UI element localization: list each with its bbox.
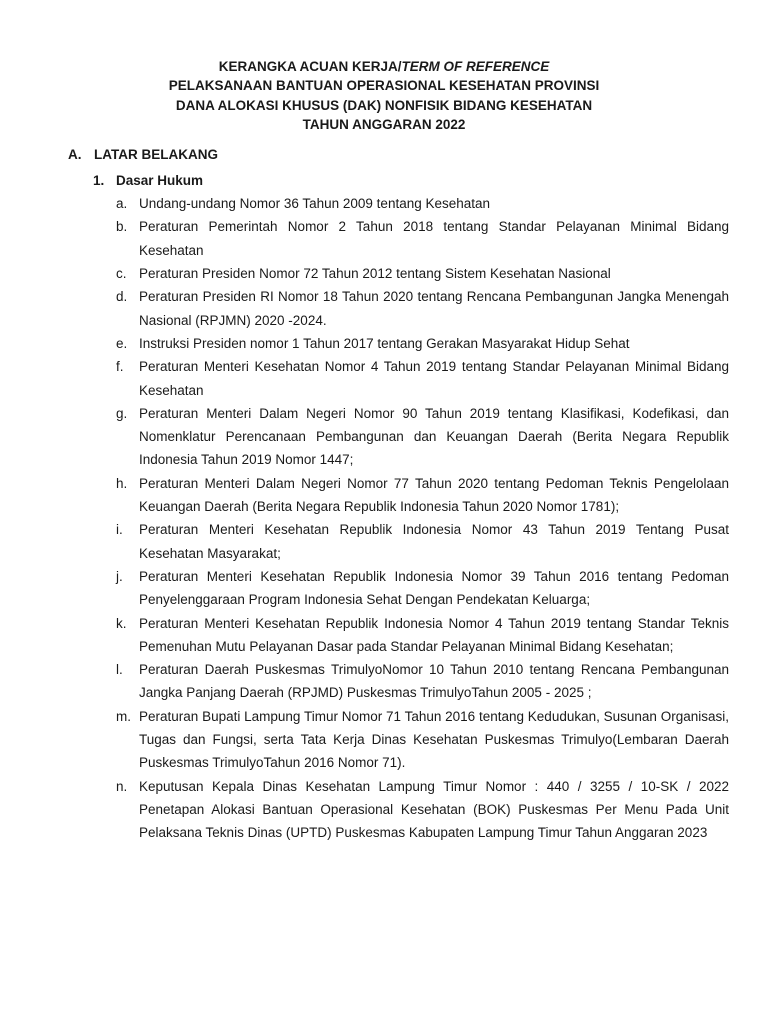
list-item: [116, 332, 729, 355]
title-line-2: PELAKSANAAN BANTUAN OPERASIONAL KESEHATAN PROVINSI: [168, 78, 600, 94]
document-title: [0, 57, 768, 134]
list-item-letter: h.: [116, 475, 128, 491]
list-item-letter: k.: [116, 615, 127, 631]
list-item-text: Peraturan Presiden RI Nomor 18 Tahun 2020 tentang Rencana Pembangunan Jangka Menengah Nasional (RPJMN) 2020 -2024.: [139, 289, 729, 328]
list-item-text: Peraturan Menteri Dalam Negeri Nomor 90 Tahun 2019 tentang Klasifikasi, Kodefikasi, dan Nomenklatur Perencanaan Pembangunan dan Keuangan Daerah (Berita Negara Republik Indonesia Tahun 2019 Nomor 1447;: [139, 405, 729, 468]
list-item-text: Peraturan Daerah Puskesmas TrimulyoNomor 10 Tahun 2010 tentang Rencana Pembangunan Jangka Panjang Daerah (RPJMD) Puskesmas TrimulyoTahun 2005 - 2025 ;: [139, 662, 729, 701]
title-line-1: [0, 57, 768, 76]
list-item-text: Peraturan Menteri Kesehatan Nomor 4 Tahun 2019 tentang Standar Pelayanan Minimal Bidang Kesehatan: [139, 359, 729, 398]
list-item-letter: d.: [116, 289, 128, 305]
list-item: [116, 402, 729, 472]
section-letter: A.: [68, 147, 82, 162]
list-item: [116, 472, 729, 518]
list-item: [116, 658, 729, 704]
list-item-text: Peraturan Menteri Dalam Negeri Nomor 77 Tahun 2020 tentang Pedoman Teknis Pengelolaan Keuangan Daerah (Berita Negara Republik Indonesia Tahun 2020 Nomor 1781);: [139, 475, 729, 514]
list-item: [116, 355, 729, 401]
list-item-text: Peraturan Presiden Nomor 72 Tahun 2012 tentang Sistem Kesehatan Nasional: [139, 265, 611, 281]
list-item-letter: l.: [116, 662, 123, 678]
list-item: [116, 775, 729, 845]
list-item-letter: g.: [116, 405, 128, 421]
list-item-text: Peraturan Bupati Lampung Timur Nomor 71 Tahun 2016 tentang Kedudukan, Susunan Organisasi, Tugas dan Fungsi, serta Tata Kerja Dinas Kesehatan Puskesmas Trimulyo(Lembaran Daerah Puskesmas TrimulyoTahun 2016 Nomor 71).: [139, 708, 729, 771]
list-item: [116, 285, 729, 331]
list-item: [116, 518, 729, 564]
list-item-text: Peraturan Menteri Kesehatan Republik Indonesia Nomor 4 Tahun 2019 tentang Standar Teknis Pemenuhan Mutu Pelayanan Dasar pada Standar Pelayanan Minimal Bidang Kesehatan;: [139, 615, 729, 654]
subsection-title: Dasar Hukum: [116, 173, 204, 188]
list-item: [116, 612, 729, 658]
list-item-text: Peraturan Pemerintah Nomor 2 Tahun 2018 tentang Standar Pelayanan Minimal Bidang Kesehatan: [139, 219, 729, 258]
title-line-1-normal: KERANGKA ACUAN KERJA/: [218, 59, 402, 74]
list-item-letter: i.: [116, 522, 123, 538]
list-item-text: Peraturan Menteri Kesehatan Republik Indonesia Nomor 39 Tahun 2016 tentang Pedoman Penyelenggaraan Program Indonesia Sehat Dengan Pendekatan Keluarga;: [139, 568, 729, 608]
list-item-text: Undang-undang Nomor 36 Tahun 2009 tentang Kesehatan: [139, 196, 491, 211]
list-item-text: Peraturan Menteri Kesehatan Republik Indonesia Nomor 43 Tahun 2019 Tentang Pusat Kesehatan Masyarakat;: [139, 522, 729, 561]
subsection-number: 1.: [93, 173, 105, 188]
list-item: [116, 705, 729, 775]
subsection-heading: [93, 172, 203, 190]
title-line-3: DANA ALOKASI KHUSUS (DAK) NONFISIK BIDANG KESEHATAN: [175, 97, 593, 113]
title-line-4: TAHUN ANGGARAN 2022: [302, 116, 466, 132]
list-item-letter: j.: [116, 568, 123, 584]
list-item-letter: n.: [116, 778, 128, 794]
list-item-letter: b.: [116, 219, 128, 235]
list-item-letter: a.: [116, 196, 128, 211]
list-item-text: Keputusan Kepala Dinas Kesehatan Lampung Timur Nomor : 440 / 3255 / 10-SK / 2022 Penetapan Alokasi Bantuan Operasional Kesehatan (BOK) Puskesmas Per Menu Pada Unit Pelaksana Teknis Dinas (UPTD) Puskesmas Kabupaten Lampung Timur Tahun Anggaran 2023: [139, 778, 729, 840]
title-line-1-italic: TERM OF REFERENCE: [401, 59, 550, 74]
list-item: [116, 215, 729, 261]
list-item: [116, 192, 729, 215]
section-heading: [68, 146, 218, 164]
list-item-letter: m.: [116, 708, 131, 724]
list-item-letter: c.: [116, 265, 127, 281]
list-item: [116, 262, 729, 285]
list-item-text: Instruksi Presiden nomor 1 Tahun 2017 tentang Gerakan Masyarakat Hidup Sehat: [139, 335, 630, 351]
list-item-letter: e.: [116, 335, 128, 351]
list-item-letter: f.: [116, 359, 124, 375]
list-item: [116, 565, 729, 611]
legal-basis-list: [116, 192, 729, 844]
section-title: LATAR BELAKANG: [94, 147, 218, 162]
